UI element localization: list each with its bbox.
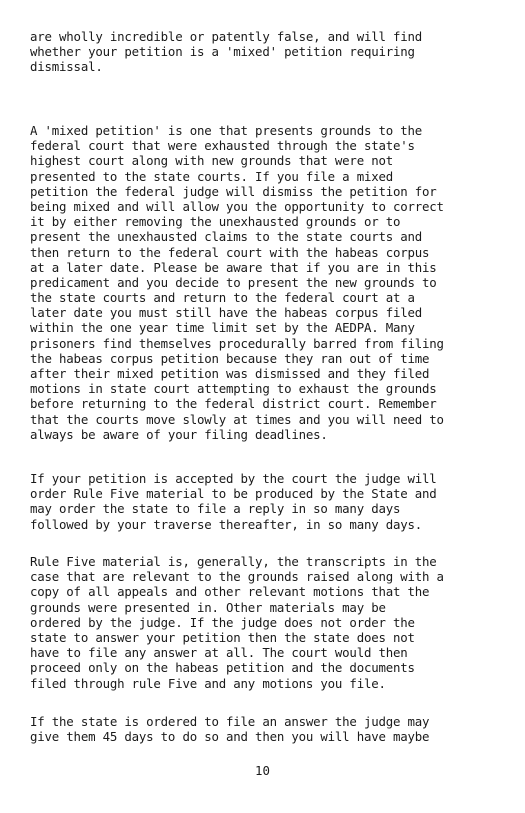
text-line: state to answer your petition then the state does not [30,629,415,645]
text-line: dismissal. [30,59,103,75]
text-line: predicament and you decide to present the new grounds to [30,274,437,290]
text-line: proceed only on the habeas petition and the documents [30,660,415,676]
text-line: order Rule Five material to be produced by the State and [30,486,437,502]
text-line: copy of all appeals and other relevant motions that the [30,584,430,600]
text-line: If your petition is accepted by the court the judge will [30,471,437,486]
text-line: whether your petition is a 'mixed' petition requiring [30,44,415,60]
text-line: presented to the state courts. If you file a mixed [30,168,393,184]
text-line: Rule Five material is, generally, the transcripts in the [30,554,437,569]
text-line: motions in state court attempting to exhaust the grounds [30,381,437,397]
text-line: filed through rule Five and any motions you file. [30,675,386,691]
paragraph-rule-five-order [30,471,492,532]
text-line: followed by your traverse thereafter, in so many days. [30,516,423,532]
text-line: federal court that were exhausted through the state's [30,138,415,154]
text-line: the state courts and return to the federal court at a [30,290,415,306]
text-line: that the courts move slowly at times and you will need to [30,411,444,427]
text-line: at a later date. Please be aware that if you are in this [30,259,437,275]
text-line: A 'mixed petition' is one that presents grounds to the [30,123,423,138]
text-line: highest court along with new grounds that were not [30,153,393,169]
paragraph-mixed-petition-definition [30,123,492,442]
text-line: ordered by the judge. If the judge does not order the [30,614,415,630]
text-line: before returning to the federal district court. Remember [30,396,437,412]
text-line: present the unexhausted claims to the state courts and [30,229,423,245]
text-line: later date you must still have the habeas corpus filed [30,305,423,321]
text-line: grounds were presented in. Other materials may be [30,599,386,615]
text-line: it by either removing the unexhausted grounds or to [30,214,401,230]
text-line: case that are relevant to the grounds raised along with a [30,569,444,585]
text-line: petition the federal judge will dismiss the petition for [30,183,437,199]
text-line: the habeas corpus petition because they ran out of time [30,350,430,366]
paragraph-state-answer [30,714,492,744]
text-line: after their mixed petition was dismissed and they filed [30,366,430,381]
text-line: are wholly incredible or patently false, and will find [30,29,423,44]
text-line: have to file any answer at all. The court would then [30,645,408,661]
page-number: 10 [255,763,270,778]
text-line: give them 45 days to do so and then you will have maybe [30,729,430,745]
text-line: then return to the federal court with the habeas corpus [30,244,430,260]
text-line: may order the state to file a reply in so many days [30,501,401,517]
text-line: If the state is ordered to file an answer the judge may [30,714,430,729]
paragraph-mixed-petition-intro [30,29,492,75]
text-line: being mixed and will allow you the opportunity to correct [30,198,444,214]
text-line: always be aware of your filing deadlines. [30,426,328,442]
text-line: within the one year time limit set by the AEDPA. Many [30,320,415,336]
text-line: prisoners find themselves procedurally barred from filing [30,335,444,351]
paragraph-rule-five-material [30,554,492,691]
